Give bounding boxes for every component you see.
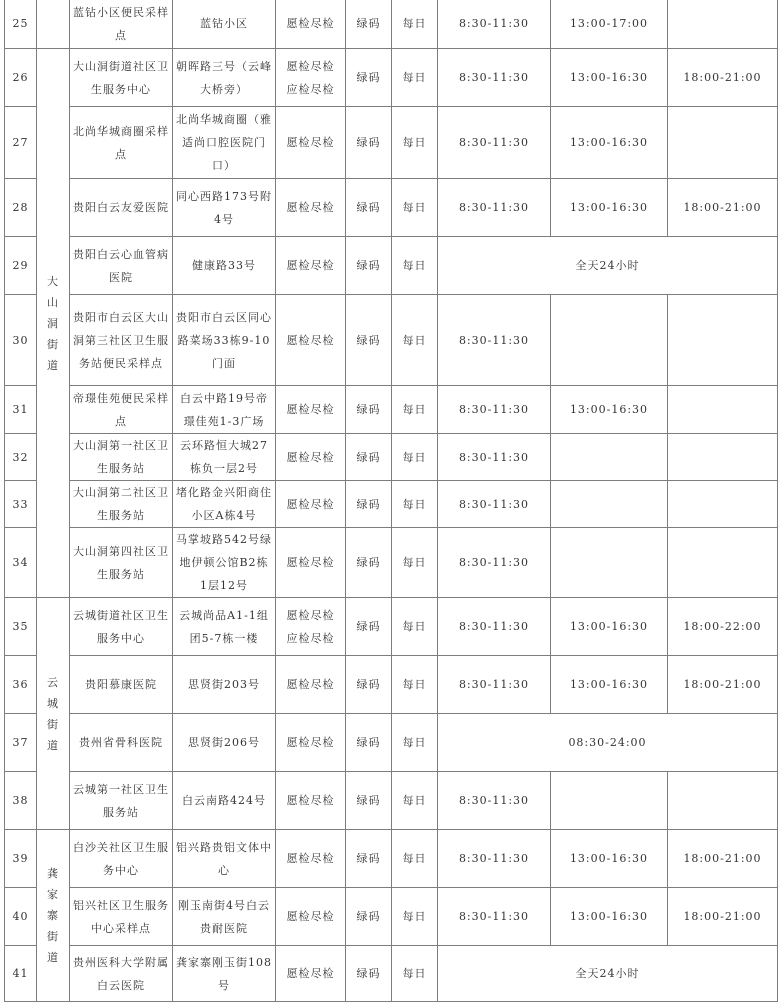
- morning-hours: 8:30-11:30: [438, 656, 551, 714]
- open-days: 每日: [392, 107, 438, 179]
- evening-hours: [668, 107, 778, 179]
- site-address: 贵阳市白云区同心路菜场33栋9-10门面: [173, 295, 276, 386]
- open-days: 每日: [392, 295, 438, 386]
- district-gongjiazhai: [37, 830, 70, 1002]
- site-address: 马掌坡路542号绿地伊顿公馆B2栋1层12号: [173, 528, 276, 598]
- row-number: 29: [5, 237, 37, 295]
- health-code: 绿码: [346, 179, 392, 237]
- site-address: 白云中路19号帝璟佳苑1-3广场: [173, 386, 276, 434]
- afternoon-hours: 13:00-16:30: [551, 830, 668, 888]
- test-target: 愿检尽检: [276, 179, 346, 237]
- row-number: 40: [5, 888, 37, 946]
- morning-hours: 8:30-11:30: [438, 0, 551, 49]
- row-number: 35: [5, 598, 37, 656]
- afternoon-hours: [551, 434, 668, 481]
- table-row: [5, 481, 778, 528]
- site-address: 思贤街203号: [173, 656, 276, 714]
- all-day-hours: 全天24小时: [438, 237, 778, 295]
- open-days: 每日: [392, 179, 438, 237]
- afternoon-hours: [551, 295, 668, 386]
- site-name: 贵阳慕康医院: [70, 656, 173, 714]
- test-target: 愿检尽检应检尽检: [276, 598, 346, 656]
- site-address: 思贤街206号: [173, 714, 276, 772]
- row-number: 32: [5, 434, 37, 481]
- open-days: 每日: [392, 0, 438, 49]
- table-row: [5, 49, 778, 107]
- open-days: 每日: [392, 772, 438, 830]
- morning-hours: 8:30-11:30: [438, 528, 551, 598]
- row-number: 41: [5, 946, 37, 1002]
- evening-hours: 18:00-21:00: [668, 49, 778, 107]
- row-number: 31: [5, 386, 37, 434]
- test-target: 愿检尽检: [276, 386, 346, 434]
- afternoon-hours: 13:00-16:30: [551, 179, 668, 237]
- morning-hours: 8:30-11:30: [438, 598, 551, 656]
- morning-hours: 8:30-11:30: [438, 434, 551, 481]
- evening-hours: 18:00-21:00: [668, 656, 778, 714]
- all-day-hours: 全天24小时: [438, 946, 778, 1002]
- table-row: [5, 772, 778, 830]
- site-name: 大山洞街道社区卫生服务中心: [70, 49, 173, 107]
- site-name: 北尚华城商圈采样点: [70, 107, 173, 179]
- health-code: 绿码: [346, 386, 392, 434]
- evening-hours: [668, 0, 778, 49]
- site-name: 白沙关社区卫生服务中心: [70, 830, 173, 888]
- health-code: 绿码: [346, 295, 392, 386]
- health-code: 绿码: [346, 714, 392, 772]
- open-days: 每日: [392, 386, 438, 434]
- table-row: [5, 386, 778, 434]
- morning-hours: 8:30-11:30: [438, 772, 551, 830]
- table-row: [5, 888, 778, 946]
- row-number: 36: [5, 656, 37, 714]
- afternoon-hours: 13:00-16:30: [551, 386, 668, 434]
- open-days: 每日: [392, 49, 438, 107]
- health-code: 绿码: [346, 656, 392, 714]
- open-days: 每日: [392, 528, 438, 598]
- site-address: 健康路33号: [173, 237, 276, 295]
- row-number: 28: [5, 179, 37, 237]
- district-label: 大山洞街道: [47, 274, 59, 372]
- row-number: 33: [5, 481, 37, 528]
- afternoon-hours: 13:00-16:30: [551, 107, 668, 179]
- table-row: [5, 295, 778, 386]
- site-address: 蓝钻小区: [173, 0, 276, 49]
- row-number: 25: [5, 0, 37, 49]
- row-number: 37: [5, 714, 37, 772]
- open-days: 每日: [392, 237, 438, 295]
- health-code: 绿码: [346, 0, 392, 49]
- evening-hours: 18:00-21:00: [668, 888, 778, 946]
- site-address: 龚家寨刚玉街108号: [173, 946, 276, 1002]
- row-number: 34: [5, 528, 37, 598]
- health-code: 绿码: [346, 528, 392, 598]
- site-address: 白云南路424号: [173, 772, 276, 830]
- test-target: 愿检尽检: [276, 528, 346, 598]
- row-number: 30: [5, 295, 37, 386]
- test-target: 愿检尽检: [276, 481, 346, 528]
- sampling-sites-table: [4, 0, 778, 1002]
- site-address: 铝兴路贵铝文体中心: [173, 830, 276, 888]
- site-name: 云城第一社区卫生服务站: [70, 772, 173, 830]
- evening-hours: [668, 528, 778, 598]
- row-number: 39: [5, 830, 37, 888]
- table-row: [5, 528, 778, 598]
- morning-hours: 8:30-11:30: [438, 888, 551, 946]
- open-days: 每日: [392, 714, 438, 772]
- district-cell-blank: [37, 0, 70, 49]
- morning-hours: 8:30-11:30: [438, 481, 551, 528]
- open-days: 每日: [392, 888, 438, 946]
- open-days: 每日: [392, 481, 438, 528]
- table-row: [5, 946, 778, 1002]
- site-name: 贵阳市白云区大山洞第三社区卫生服务站便民采样点: [70, 295, 173, 386]
- afternoon-hours: [551, 528, 668, 598]
- health-code: 绿码: [346, 946, 392, 1002]
- open-days: 每日: [392, 434, 438, 481]
- health-code: 绿码: [346, 772, 392, 830]
- open-days: 每日: [392, 656, 438, 714]
- table-row: [5, 598, 778, 656]
- site-address: 朝晖路三号（云峰大桥旁）: [173, 49, 276, 107]
- health-code: 绿码: [346, 434, 392, 481]
- test-target: 愿检尽检: [276, 714, 346, 772]
- open-days: 每日: [392, 830, 438, 888]
- site-name: 帝璟佳苑便民采样点: [70, 386, 173, 434]
- evening-hours: 18:00-21:00: [668, 179, 778, 237]
- site-address: 云城尚品A1-1组团5-7栋一楼: [173, 598, 276, 656]
- afternoon-hours: 13:00-16:30: [551, 656, 668, 714]
- health-code: 绿码: [346, 49, 392, 107]
- evening-hours: 18:00-22:00: [668, 598, 778, 656]
- evening-hours: 18:00-21:00: [668, 830, 778, 888]
- test-target: 愿检尽检: [276, 107, 346, 179]
- table-row: [5, 714, 778, 772]
- health-code: 绿码: [346, 237, 392, 295]
- site-address: 堵化路金兴阳商住小区A栋4号: [173, 481, 276, 528]
- site-name: 云城街道社区卫生服务中心: [70, 598, 173, 656]
- site-name: 铝兴社区卫生服务中心采样点: [70, 888, 173, 946]
- test-target: 愿检尽检: [276, 772, 346, 830]
- site-name: 贵阳白云友爱医院: [70, 179, 173, 237]
- site-name: 大山洞第四社区卫生服务站: [70, 528, 173, 598]
- test-target: 愿检尽检应检尽检: [276, 49, 346, 107]
- district-yuncheng: [37, 598, 70, 830]
- afternoon-hours: 13:00-16:30: [551, 598, 668, 656]
- test-target: 愿检尽检: [276, 295, 346, 386]
- test-target: 愿检尽检: [276, 888, 346, 946]
- site-address: 北尚华城商圈（雅适尚口腔医院门口）: [173, 107, 276, 179]
- site-name: 大山洞第一社区卫生服务站: [70, 434, 173, 481]
- health-code: 绿码: [346, 888, 392, 946]
- all-day-hours: 08:30-24:00: [438, 714, 778, 772]
- health-code: 绿码: [346, 830, 392, 888]
- evening-hours: [668, 386, 778, 434]
- site-name: 大山洞第二社区卫生服务站: [70, 481, 173, 528]
- afternoon-hours: 13:00-16:30: [551, 49, 668, 107]
- district-dashandong: [37, 49, 70, 598]
- site-address: 云环路恒大城27栋负一层2号: [173, 434, 276, 481]
- evening-hours: [668, 295, 778, 386]
- health-code: 绿码: [346, 481, 392, 528]
- open-days: 每日: [392, 946, 438, 1002]
- afternoon-hours: [551, 772, 668, 830]
- afternoon-hours: 13:00-17:00: [551, 0, 668, 49]
- test-target: 愿检尽检: [276, 830, 346, 888]
- health-code: 绿码: [346, 598, 392, 656]
- table-row: [5, 179, 778, 237]
- site-name: 蓝钻小区便民采样点: [70, 0, 173, 49]
- test-target: 愿检尽检: [276, 434, 346, 481]
- test-target: 愿检尽检: [276, 237, 346, 295]
- morning-hours: 8:30-11:30: [438, 107, 551, 179]
- site-name: 贵州省骨科医院: [70, 714, 173, 772]
- morning-hours: 8:30-11:30: [438, 179, 551, 237]
- afternoon-hours: [551, 481, 668, 528]
- test-target: 愿检尽检: [276, 946, 346, 1002]
- row-number: 27: [5, 107, 37, 179]
- test-target: 愿检尽检: [276, 0, 346, 49]
- morning-hours: 8:30-11:30: [438, 830, 551, 888]
- table-row: [5, 434, 778, 481]
- district-label: 龚家寨街道: [47, 867, 59, 964]
- district-label: 云城街道: [47, 675, 59, 752]
- site-name: 贵阳白云心血管病医院: [70, 237, 173, 295]
- site-name: 贵州医科大学附属白云医院: [70, 946, 173, 1002]
- health-code: 绿码: [346, 107, 392, 179]
- row-number: 38: [5, 772, 37, 830]
- evening-hours: [668, 434, 778, 481]
- row-number: 26: [5, 49, 37, 107]
- site-address: 刚玉南街4号白云贵耐医院: [173, 888, 276, 946]
- morning-hours: 8:30-11:30: [438, 49, 551, 107]
- site-address: 同心西路173号附4号: [173, 179, 276, 237]
- test-target: 愿检尽检: [276, 656, 346, 714]
- evening-hours: [668, 481, 778, 528]
- morning-hours: 8:30-11:30: [438, 295, 551, 386]
- open-days: 每日: [392, 598, 438, 656]
- afternoon-hours: 13:00-16:30: [551, 888, 668, 946]
- table-row: [5, 107, 778, 179]
- table-row: [5, 830, 778, 888]
- table-row: [5, 656, 778, 714]
- table-row: [5, 0, 778, 49]
- evening-hours: [668, 772, 778, 830]
- table-row: [5, 237, 778, 295]
- morning-hours: 8:30-11:30: [438, 386, 551, 434]
